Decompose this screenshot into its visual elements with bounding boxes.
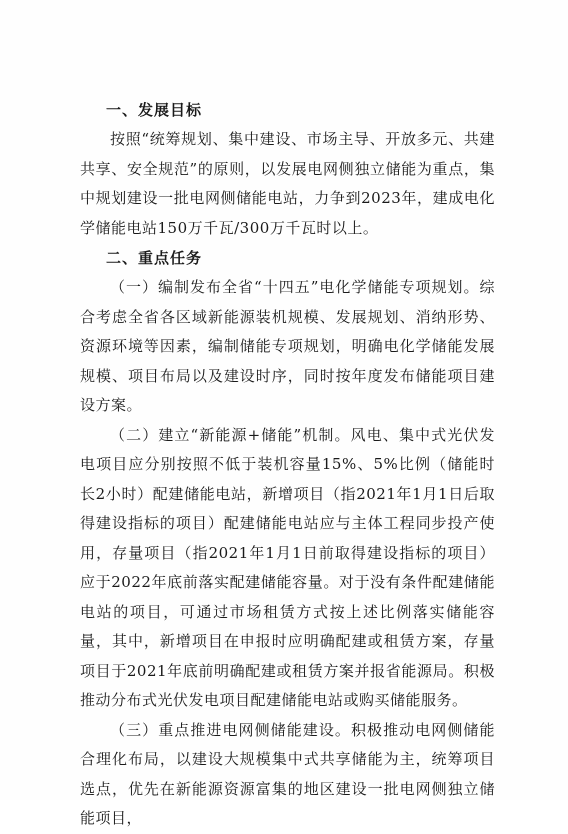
paragraph-development-goals: 按照“统筹规划、集中建设、市场主导、开放多元、共建共享、安全规范”的原则，以发展电网侧独立储能为重点，集中规划建设一批电网侧储能电站，力争到2023年，建成电化学储能电站150万千瓦/300万千瓦时以上。 [80, 130, 495, 237]
paragraph-task-3: （三）重点推进电网侧储能建设。积极推动电网侧储能合理化布局，以建设大规模集中式共享储能为主，统筹项目选点，优先在新能源资源富集的地区建设一批电网侧独立储能项目， [80, 720, 495, 827]
paragraph-task-2: （二）建立“新能源+储能”机制。风电、集中式光伏发电项目应分别按照不低于装机容量15%、5%比例（储能时长2小时）配建储能电站，新增项目（指2021年1月1日后取得建设指标的项目）配建储能电站应与主体工程同步投产使用，存量项目（指2021年1月1日前取得建设指标的项目）应于2022年底前落实配建储能容量。对于没有条件配建储能电站的项目，可通过市场租赁方式按上述比例落实储能容量，其中，新增项目在申报时应明确配建或租赁方案，存量项目于2021年底前明确配建或租赁方案并报省能源局。积极推动分布式光伏发电项目配建储能电站或购买储能服务。 [80, 425, 495, 709]
section-heading-development-goals: 一、发展目标 [106, 101, 203, 119]
section-heading-key-tasks: 二、重点任务 [106, 249, 203, 267]
document-body [80, 95, 495, 834]
paragraph-task-1: （一）编制发布全省“十四五”电化学储能专项规划。综合考虑全省各区域新能源装机规模、发展规划、消纳形势、资源环境等因素，编制储能专项规划，明确电化学储能发展规模、项目布局以及建设时序，同时按年度发布储能项目建设方案。 [80, 278, 495, 414]
